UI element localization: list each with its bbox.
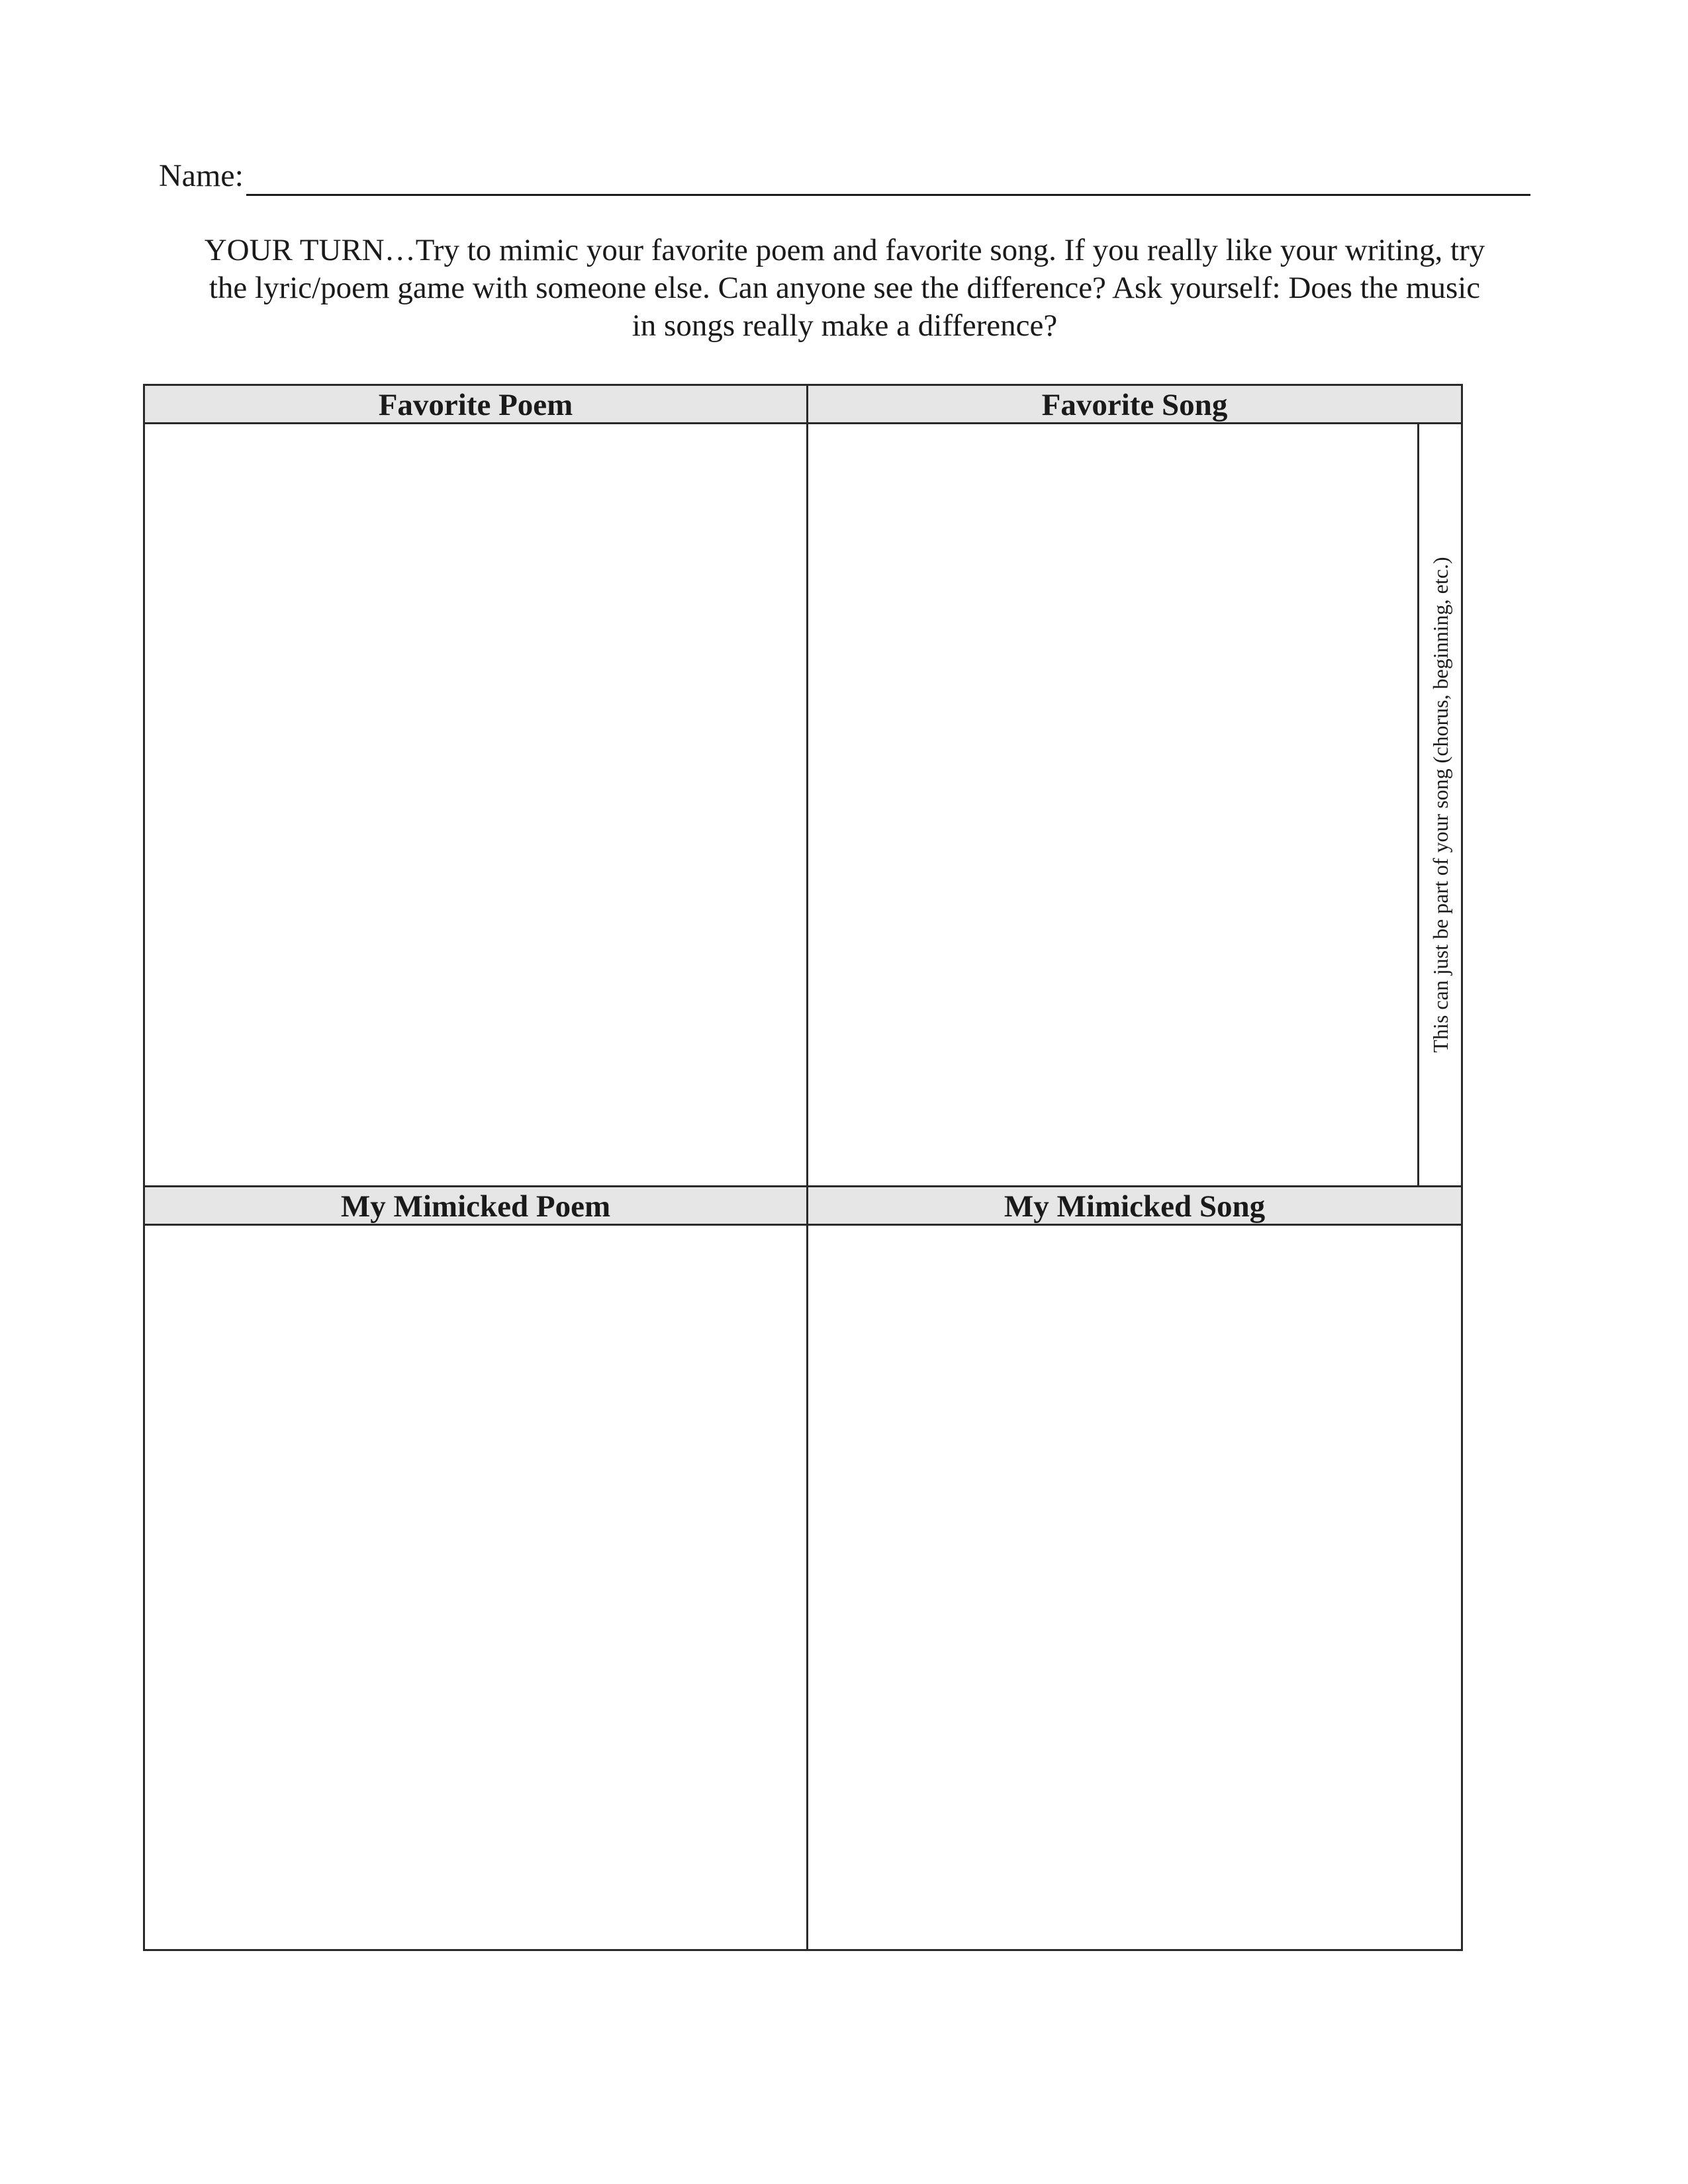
name-row xyxy=(159,154,1530,196)
favorite-song-header: Favorite Song xyxy=(808,386,1461,424)
song-side-note: This can just be part of your song (chorus, beginning, etc.) xyxy=(1428,557,1452,1053)
mimicked-song-header: My Mimicked Song xyxy=(808,1185,1461,1226)
favorite-poem-area[interactable] xyxy=(145,424,806,1185)
mimicked-song-area[interactable] xyxy=(808,1226,1461,1949)
favorite-song-area[interactable] xyxy=(808,424,1417,1185)
mimicked-poem-header: My Mimicked Poem xyxy=(145,1185,806,1226)
name-field[interactable] xyxy=(246,162,1530,196)
mimicked-poem-area[interactable] xyxy=(145,1226,806,1949)
instructions-line-3: in songs really make a difference? xyxy=(632,308,1058,343)
favorite-poem-header: Favorite Poem xyxy=(145,386,806,424)
name-label: Name: xyxy=(159,158,244,193)
instructions xyxy=(156,232,1533,345)
instructions-line-2: the lyric/poem game with someone else. Can anyone see the difference? Ask yourself: Does the music xyxy=(209,271,1481,305)
instructions-line-1: YOUR TURN…Try to mimic your favorite poem and favorite song. If you really like your writing, try xyxy=(204,233,1485,267)
writing-table xyxy=(143,384,1463,1951)
song-side-note-box xyxy=(1417,424,1461,1185)
